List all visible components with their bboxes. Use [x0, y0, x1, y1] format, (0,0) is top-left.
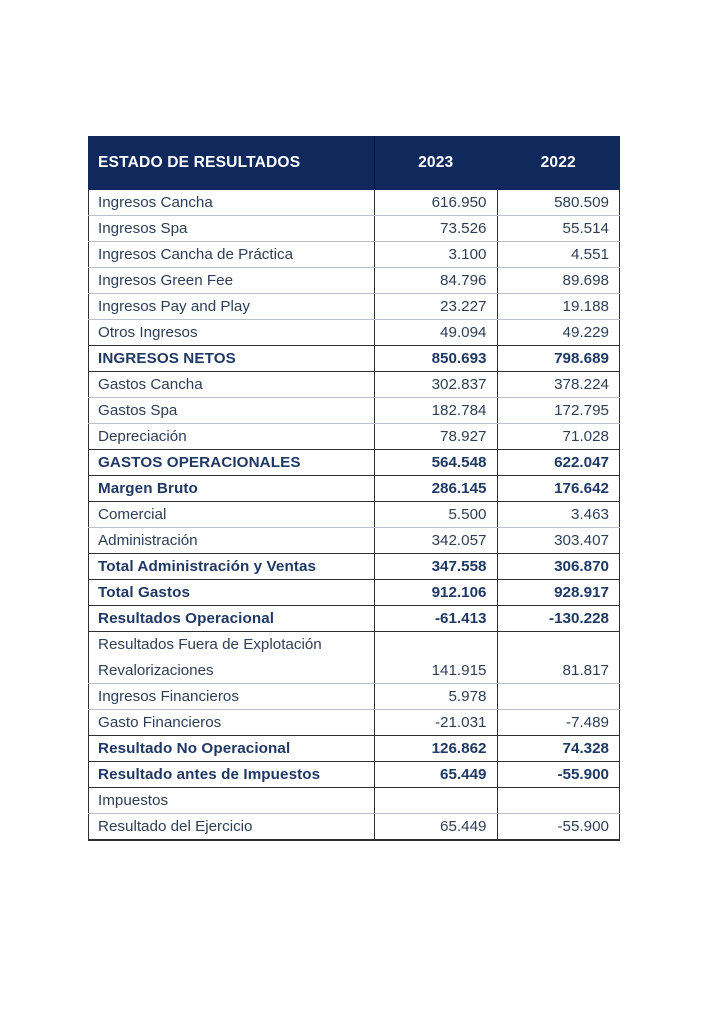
row-value-2022: 4.551 — [497, 242, 620, 268]
row-value-2022: 306.870 — [497, 554, 620, 580]
row-concept: Total Gastos — [89, 580, 375, 606]
row-value-2022: 49.229 — [497, 320, 620, 346]
header-year-2023: 2023 — [375, 137, 498, 190]
table-body — [89, 190, 620, 840]
row-concept: Ingresos Pay and Play — [89, 294, 375, 320]
row-concept: Ingresos Green Fee — [89, 268, 375, 294]
row-value-2023 — [375, 632, 498, 658]
row-value-2022: 74.328 — [497, 736, 620, 762]
row-concept: Total Administración y Ventas — [89, 554, 375, 580]
row-value-2023: 73.526 — [375, 216, 498, 242]
table-header — [89, 137, 620, 190]
row-concept: Resultado antes de Impuestos — [89, 762, 375, 788]
row-concept: GASTOS OPERACIONALES — [89, 450, 375, 476]
row-value-2023: 3.100 — [375, 242, 498, 268]
row-value-2022 — [497, 632, 620, 658]
table-row — [89, 346, 620, 372]
row-concept: Resultados Operacional — [89, 606, 375, 632]
table-row — [89, 320, 620, 346]
row-concept: Ingresos Spa — [89, 216, 375, 242]
row-concept: Margen Bruto — [89, 476, 375, 502]
row-value-2022: 55.514 — [497, 216, 620, 242]
table-row — [89, 580, 620, 606]
row-value-2022: 378.224 — [497, 372, 620, 398]
row-concept: Resultados Fuera de Explotación — [89, 632, 375, 658]
table-row — [89, 372, 620, 398]
table-row — [89, 762, 620, 788]
header-year-2022: 2022 — [497, 137, 620, 190]
table-row — [89, 476, 620, 502]
table-row — [89, 450, 620, 476]
row-value-2022: -55.900 — [497, 814, 620, 840]
row-value-2022: -7.489 — [497, 710, 620, 736]
row-value-2023: 564.548 — [375, 450, 498, 476]
table-row — [89, 502, 620, 528]
row-concept: Resultado del Ejercicio — [89, 814, 375, 840]
row-concept: INGRESOS NETOS — [89, 346, 375, 372]
row-value-2023: 850.693 — [375, 346, 498, 372]
row-value-2023: 347.558 — [375, 554, 498, 580]
row-value-2023: 65.449 — [375, 814, 498, 840]
row-concept: Ingresos Cancha — [89, 190, 375, 216]
row-value-2022: 622.047 — [497, 450, 620, 476]
header-concept: ESTADO DE RESULTADOS — [89, 137, 375, 190]
table-row — [89, 684, 620, 710]
row-value-2022: 928.917 — [497, 580, 620, 606]
table-row — [89, 554, 620, 580]
row-value-2023: 182.784 — [375, 398, 498, 424]
table-row — [89, 632, 620, 658]
row-concept: Ingresos Financieros — [89, 684, 375, 710]
row-value-2022: 19.188 — [497, 294, 620, 320]
row-concept: Gastos Spa — [89, 398, 375, 424]
row-concept: Resultado No Operacional — [89, 736, 375, 762]
row-value-2022: 89.698 — [497, 268, 620, 294]
row-value-2022: 172.795 — [497, 398, 620, 424]
row-value-2023: 302.837 — [375, 372, 498, 398]
table-row — [89, 788, 620, 814]
table-row — [89, 736, 620, 762]
row-value-2022: 176.642 — [497, 476, 620, 502]
row-value-2023: 5.978 — [375, 684, 498, 710]
table-row — [89, 242, 620, 268]
row-concept: Ingresos Cancha de Práctica — [89, 242, 375, 268]
row-value-2023: 23.227 — [375, 294, 498, 320]
row-value-2023: -21.031 — [375, 710, 498, 736]
table-row — [89, 814, 620, 840]
row-value-2023: 84.796 — [375, 268, 498, 294]
table-row — [89, 398, 620, 424]
row-value-2023: 616.950 — [375, 190, 498, 216]
row-value-2022: 798.689 — [497, 346, 620, 372]
table-row — [89, 606, 620, 632]
row-value-2023: 286.145 — [375, 476, 498, 502]
row-concept: Gasto Financieros — [89, 710, 375, 736]
row-value-2022: 580.509 — [497, 190, 620, 216]
row-concept: Gastos Cancha — [89, 372, 375, 398]
row-concept: Comercial — [89, 502, 375, 528]
income-statement-table — [88, 136, 620, 841]
row-value-2023: 5.500 — [375, 502, 498, 528]
table-row — [89, 710, 620, 736]
table-row — [89, 424, 620, 450]
row-value-2023: 49.094 — [375, 320, 498, 346]
row-concept: Depreciación — [89, 424, 375, 450]
row-value-2023: 141.915 — [375, 658, 498, 684]
row-value-2023: 78.927 — [375, 424, 498, 450]
row-concept: Otros Ingresos — [89, 320, 375, 346]
row-value-2023: 65.449 — [375, 762, 498, 788]
row-concept: Revalorizaciones — [89, 658, 375, 684]
row-concept: Impuestos — [89, 788, 375, 814]
row-value-2022: -55.900 — [497, 762, 620, 788]
table-row — [89, 658, 620, 684]
row-value-2022: -130.228 — [497, 606, 620, 632]
row-value-2022: 3.463 — [497, 502, 620, 528]
row-value-2022: 81.817 — [497, 658, 620, 684]
row-value-2022: 303.407 — [497, 528, 620, 554]
row-value-2022 — [497, 684, 620, 710]
row-value-2023: 342.057 — [375, 528, 498, 554]
row-value-2023 — [375, 788, 498, 814]
row-concept: Administración — [89, 528, 375, 554]
table-row — [89, 190, 620, 216]
row-value-2023: -61.413 — [375, 606, 498, 632]
table-row — [89, 528, 620, 554]
row-value-2023: 912.106 — [375, 580, 498, 606]
row-value-2022: 71.028 — [497, 424, 620, 450]
header-row — [89, 137, 620, 190]
row-value-2023: 126.862 — [375, 736, 498, 762]
row-value-2022 — [497, 788, 620, 814]
table-row — [89, 268, 620, 294]
table-row — [89, 216, 620, 242]
table-row — [89, 294, 620, 320]
